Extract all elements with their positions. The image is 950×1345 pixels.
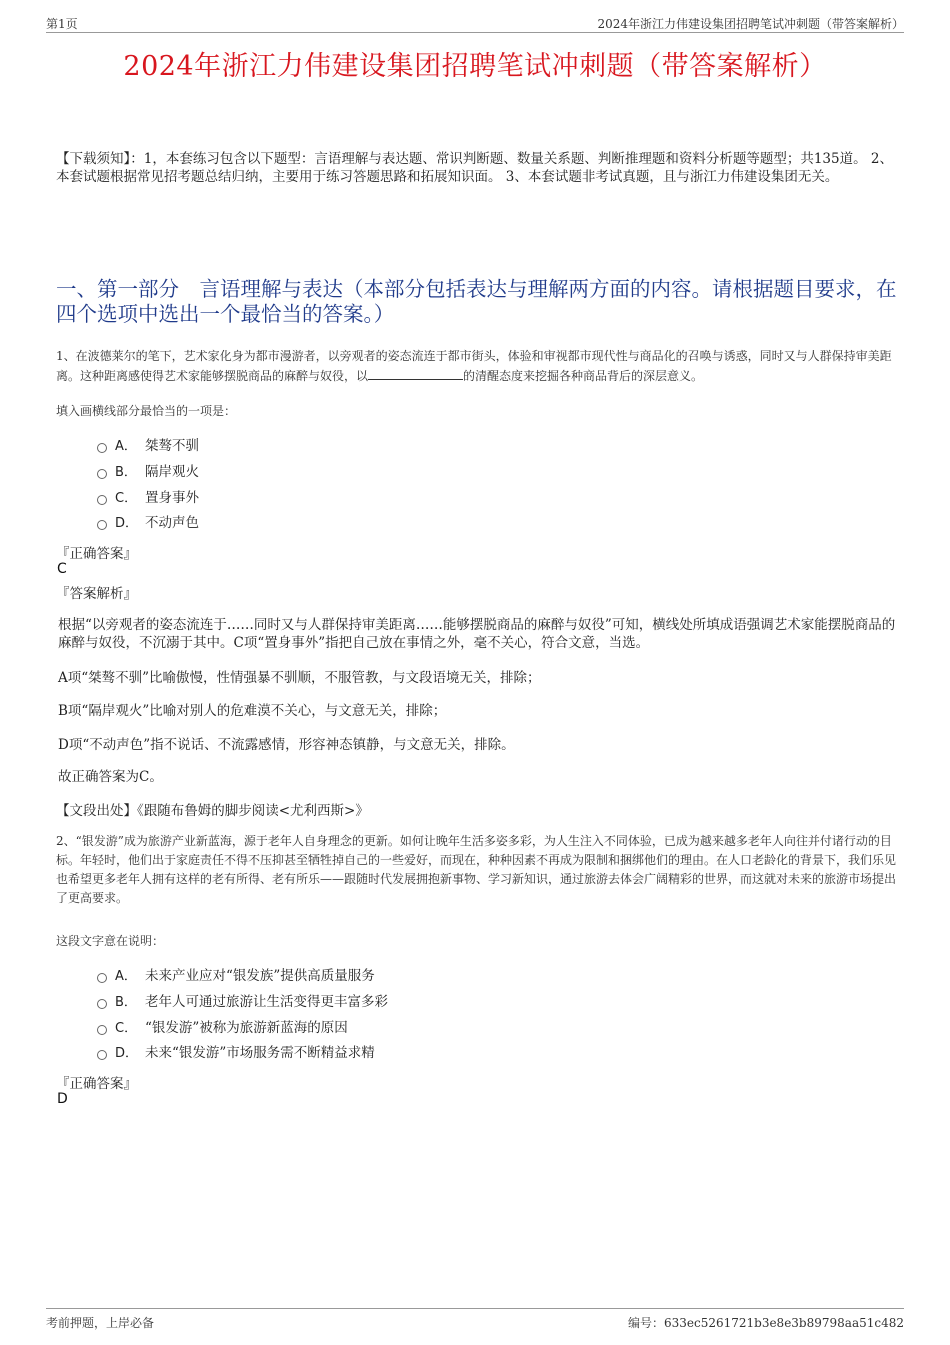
- analysis-paragraph: 故正确答案为C。: [58, 769, 163, 785]
- footer-slogan: 考前押题，上岸必备: [46, 1316, 155, 1330]
- radio-icon[interactable]: [97, 1025, 107, 1035]
- option-letter: A．: [115, 439, 137, 454]
- option-text: 置身事外: [145, 490, 199, 506]
- option-text: 老年人可通过旅游让生活变得更丰富多彩: [145, 994, 388, 1010]
- option-letter: C．: [115, 491, 138, 506]
- fill-in-blank: [368, 367, 463, 380]
- option-text: “银发游”被称为旅游新蓝海的原因: [145, 1020, 348, 1036]
- radio-icon[interactable]: [97, 999, 107, 1009]
- analysis-paragraph: 根据“以旁观者的姿态流连于……同时又与人群保持审美距离……能够摆脱商品的麻醉与奴役”可知，横线处所填成语强调艺术家能摆脱商品的麻醉与奴役，不沉溺于其中。C项“置身事外”指把自己放在事情之外，毫不关心，符合文意，当选。: [58, 617, 896, 651]
- document-id: 编号：633ec5261721b3e8e3b89798aa51c482: [627, 1316, 904, 1330]
- question-2-option-a[interactable]: [97, 966, 375, 986]
- question-2-option-b[interactable]: [97, 992, 388, 1012]
- question-1-source: 【文段出处】《跟随布鲁姆的脚步阅读<尤利西斯>》: [56, 803, 369, 819]
- question-1-option-b[interactable]: [97, 462, 199, 482]
- page-number: 第1页: [46, 17, 78, 31]
- analysis-paragraph: B项“隔岸观火”比喻对别人的危难漠不关心，与文意无关，排除；: [58, 703, 447, 719]
- radio-icon[interactable]: [97, 973, 107, 983]
- question-1-answer: C: [57, 561, 67, 577]
- question-2-answer-heading: 『正确答案』: [56, 1076, 137, 1092]
- question-1-text-after: 的清醒态度来挖掘各种商品背后的深层意义。: [463, 369, 704, 383]
- option-letter: C．: [115, 1021, 138, 1036]
- page-title: 2024年浙江力伟建设集团招聘笔试冲刺题（带答案解析）: [123, 51, 827, 82]
- question-1-prompt: 填入画横线部分最恰当的一项是：: [56, 404, 237, 418]
- option-letter: D．: [115, 516, 139, 531]
- option-text: 未来“银发游”市场服务需不断精益求精: [145, 1045, 375, 1061]
- option-text: 隔岸观火: [145, 464, 199, 480]
- footer-divider: [46, 1308, 904, 1309]
- option-letter: D．: [115, 1046, 139, 1061]
- radio-icon[interactable]: [97, 520, 107, 530]
- option-letter: A．: [115, 969, 137, 984]
- question-1-option-c[interactable]: [97, 488, 199, 508]
- section-heading: 一、第一部分 言语理解与表达（本部分包括表达与理解两方面的内容。请根据题目要求，在四个选项中选出一个最恰当的答案。）: [56, 277, 897, 326]
- radio-icon[interactable]: [97, 1050, 107, 1060]
- option-text: 未来产业应对“银发族”提供高质量服务: [145, 968, 375, 984]
- question-2-prompt: 这段文字意在说明：: [56, 934, 165, 948]
- analysis-paragraph: A项“桀骜不驯”比喻傲慢，性情强暴不驯顺，不服管教，与文段语境无关，排除；: [58, 670, 541, 686]
- radio-icon[interactable]: [97, 469, 107, 479]
- question-1-option-d[interactable]: [97, 513, 199, 533]
- question-2-text: 2、“银发游”成为旅游产业新蓝海，源于老年人自身理念的更新。如何让晚年生活多姿多彩，为人生注入不同体验，已成为越来越多老年人向往并付诸行动的目标。年轻时，他们出于家庭责任不得不压抑甚至牺牲掉自己的一些爱好，而现在，种种因素不再成为限制和捆绑他们的理由。在人口老龄化的背景下，我们乐见也希望更多老年人拥有这样的老有所得、老有所乐——跟随时代发展拥抱新事物、学习新知识，通过旅游去体会广阔精彩的世界，而这就对未来的旅游市场提出了更高要求。: [56, 834, 897, 905]
- radio-icon[interactable]: [97, 495, 107, 505]
- option-letter: B．: [115, 465, 137, 480]
- question-2-option-c[interactable]: [97, 1018, 348, 1038]
- question-2-option-d[interactable]: [97, 1043, 375, 1063]
- header-divider: [46, 32, 904, 33]
- question-1-option-a[interactable]: [97, 436, 199, 456]
- analysis-paragraph: D项“不动声色”指不说话、不流露感情，形容神态镇静，与文意无关，排除。: [58, 737, 515, 753]
- question-1-text: [56, 346, 906, 386]
- question-1-text-before: 1、在波德莱尔的笔下，艺术家化身为都市漫游者，以旁观者的姿态流连于都市街头，体验和审视都市现代性与商品化的召唤与诱惑，同时又与人群保持审美距离。这种距离感使得艺术家能够摆脱商品的麻醉与奴役，以: [56, 349, 892, 383]
- radio-icon[interactable]: [97, 443, 107, 453]
- question-1-analysis-heading: 『答案解析』: [56, 586, 137, 602]
- running-header-title: 2024年浙江力伟建设集团招聘笔试冲刺题（带答案解析）: [597, 17, 904, 31]
- question-1-answer-heading: 『正确答案』: [56, 546, 137, 562]
- option-letter: B．: [115, 995, 137, 1010]
- download-notice: 【下载须知】：1，本套练习包含以下题型：言语理解与表达题、常识判断题、数量关系题、判断推理题和资料分析题等题型；共135道。 2、本套试题根据常见招考题总结归纳，主要用于练习答题思路和拓展知识面。 3、本套试题非考试真题，且与浙江力伟建设集团无关。: [56, 151, 893, 185]
- option-text: 桀骜不驯: [145, 438, 199, 454]
- option-text: 不动声色: [145, 515, 199, 531]
- question-2-answer: D: [57, 1091, 68, 1107]
